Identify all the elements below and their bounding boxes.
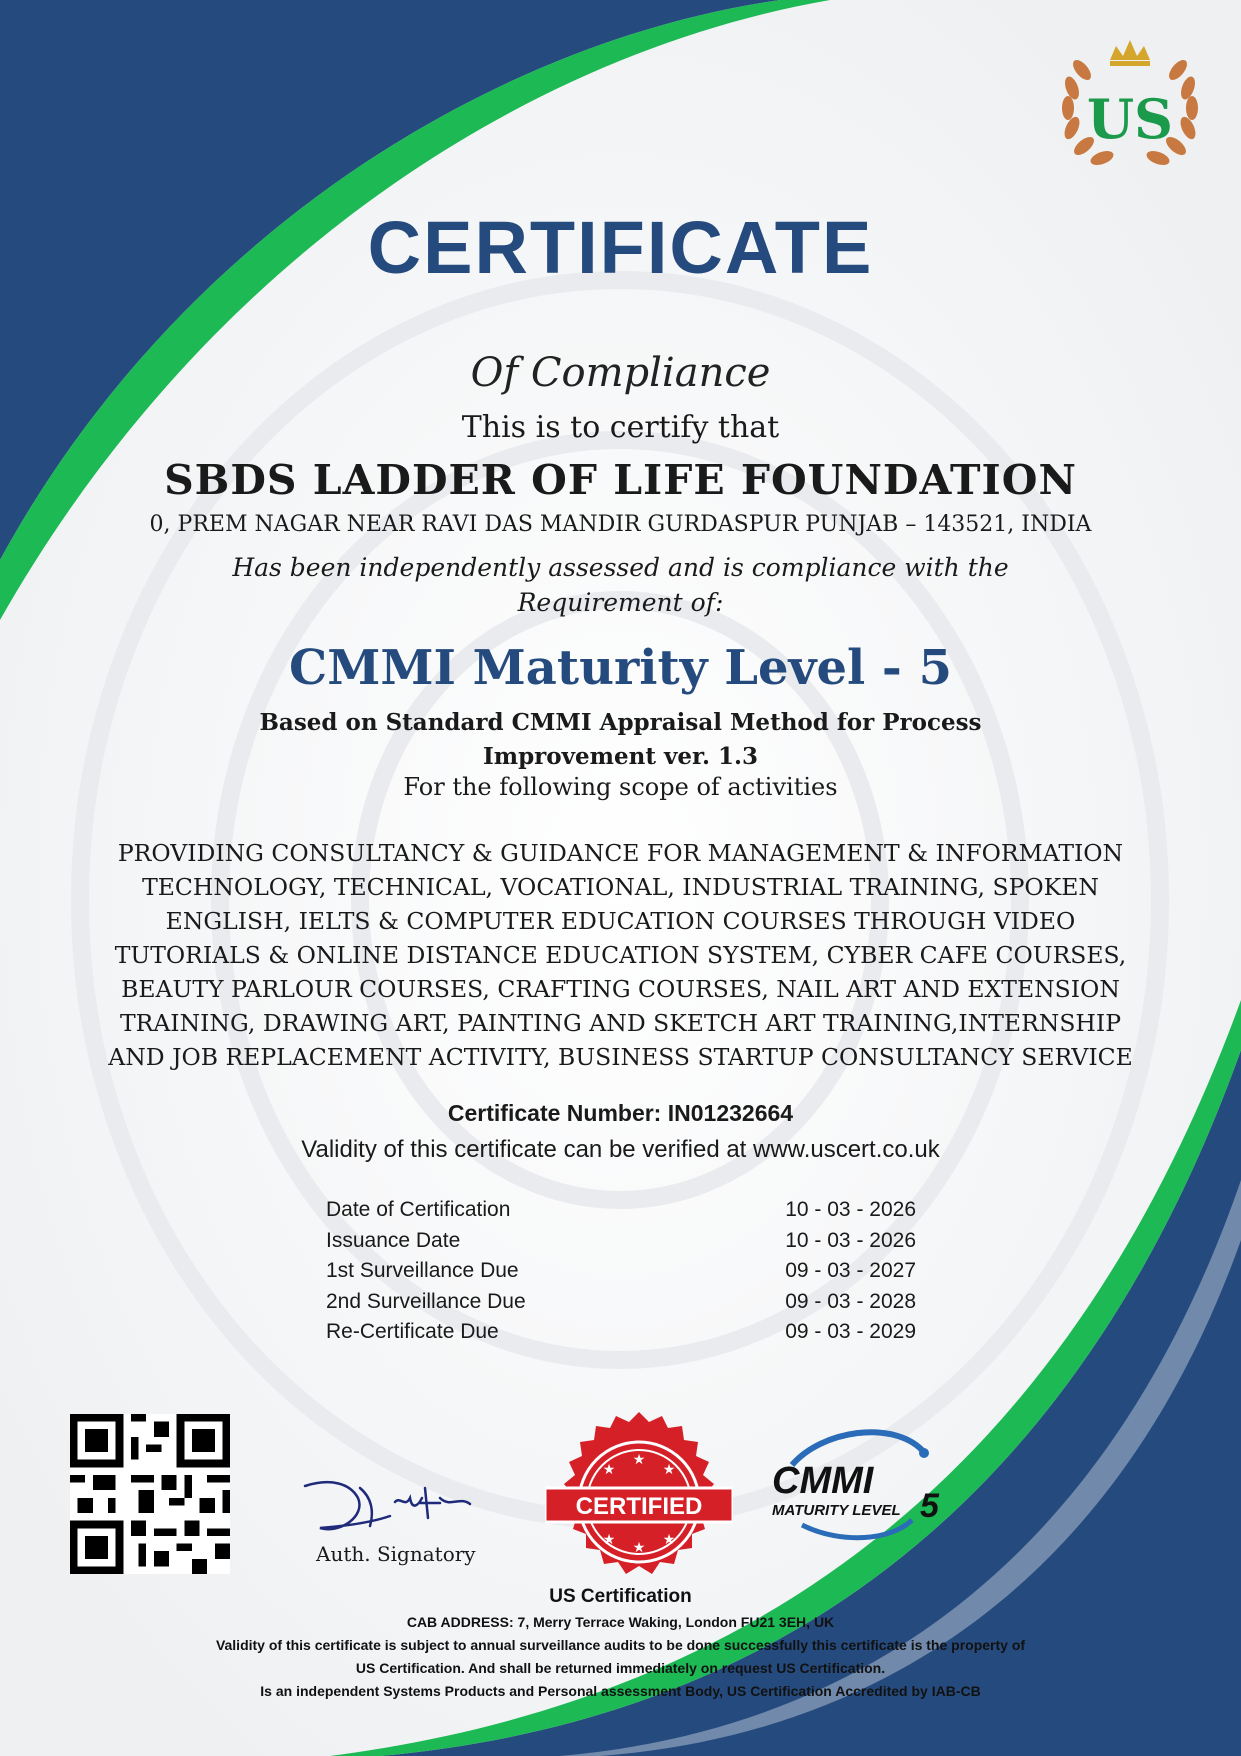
method-line: Improvement ver. 1.3 [483,743,758,770]
signature [300,1468,480,1538]
date-label: Re-Certificate Due [326,1320,499,1343]
certify-text: This is to certify that [461,410,780,445]
date-value: 10 - 03 - 2026 [785,1198,916,1221]
footer-line: CAB ADDRESS: 7, Merry Terrace Waking, London FU21 3EH, UK [406,1614,835,1630]
scope-line: BEAUTY PARLOUR COURSES, CRAFTING COURSES, NAIL ART AND EXTENSION [121,975,1120,1003]
us-certification-logo [1050,28,1210,178]
footer-line: US Certification. And shall be returned immediately on request US Certification. [355,1660,886,1676]
date-row [326,1320,916,1351]
cmmi-level-text: MATURITY LEVEL [772,1502,901,1519]
footer-line: Validity of this certificate is subject to annual surveillance audits to be done successfully this certificate is the property of [215,1637,1026,1653]
date-label: Date of Certification [326,1198,511,1221]
date-label: 1st Surveillance Due [326,1259,519,1282]
date-value: 09 - 03 - 2029 [785,1320,916,1343]
assessed-line: Has been independently assessed and is compliance with the [232,553,1009,582]
svg-text:★: ★ [662,1462,676,1478]
method-line: Based on Standard CMMI Appraisal Method for Process [259,709,982,736]
organization-name: SBDS LADDER OF LIFE FOUNDATION [164,456,1077,504]
certified-seal [545,1408,733,1596]
qr-code[interactable] [70,1414,230,1574]
scope-line: TUTORIALS & ONLINE DISTANCE EDUCATION SYSTEM, CYBER CAFE COURSES, [114,941,1127,969]
validity-statement: Validity of this certificate can be verified at www.uscert.co.uk [301,1136,940,1163]
scope-line: ENGLISH, IELTS & COMPUTER EDUCATION COURSES THROUGH VIDEO [165,907,1076,935]
date-value: 09 - 03 - 2027 [785,1259,916,1282]
logo-text: US [1086,87,1174,151]
date-row [326,1259,916,1290]
scope-line: TRAINING, DRAWING ART, PAINTING AND SKETCH ART TRAINING,INTERNSHIP [119,1009,1122,1037]
standard-name: CMMI Maturity Level - 5 [289,640,952,696]
scope-of-activities [0,836,1241,1074]
scope-line: TECHNOLOGY, TECHNICAL, VOCATIONAL, INDUSTRIAL TRAINING, SPOKEN [142,873,1099,901]
assessed-statement [0,550,1241,620]
cmmi-level-number: 5 [920,1487,939,1525]
seal-text: CERTIFIED [575,1493,703,1520]
footer-line: Is an independent Systems Products and Personal assessment Body, US Certification Accredited by IAB-CB [260,1683,981,1699]
footer-title: US Certification [549,1586,692,1607]
svg-text:★: ★ [662,1532,676,1548]
dates-table [326,1198,916,1351]
signatory-label: Auth. Signatory [316,1542,476,1566]
date-value: 09 - 03 - 2028 [785,1289,916,1313]
cmmi-brand: CMMI [772,1460,874,1502]
date-row [326,1229,916,1260]
certificate-subtitle: Of Compliance [470,350,771,396]
scope-line: PROVIDING CONSULTANCY & GUIDANCE FOR MANAGEMENT & INFORMATION [117,839,1124,867]
date-row [326,1290,916,1321]
svg-text:★: ★ [632,1540,646,1556]
scope-intro: For the following scope of activities [403,773,838,801]
svg-text:★: ★ [602,1532,616,1548]
date-label: Issuance Date [326,1228,461,1252]
date-row [326,1198,916,1229]
appraisal-method [0,706,1241,774]
scope-line: AND JOB REPLACEMENT ACTIVITY, BUSINESS STARTUP CONSULTANCY SERVICE [108,1043,1133,1071]
date-label: 2nd Surveillance Due [326,1289,526,1313]
certificate-number: Certificate Number: IN01232664 [447,1100,794,1126]
svg-text:★: ★ [602,1462,616,1478]
svg-text:★: ★ [632,1452,646,1468]
assessed-line: Requirement of: [517,588,724,617]
date-value: 10 - 03 - 2026 [785,1228,916,1252]
certificate-title: CERTIFICATE [367,206,874,289]
cmmi-badge [762,1425,962,1545]
organization-address: 0, PREM NAGAR NEAR RAVI DAS MANDIR GURDASPUR PUNJAB – 143521, INDIA [149,512,1092,537]
